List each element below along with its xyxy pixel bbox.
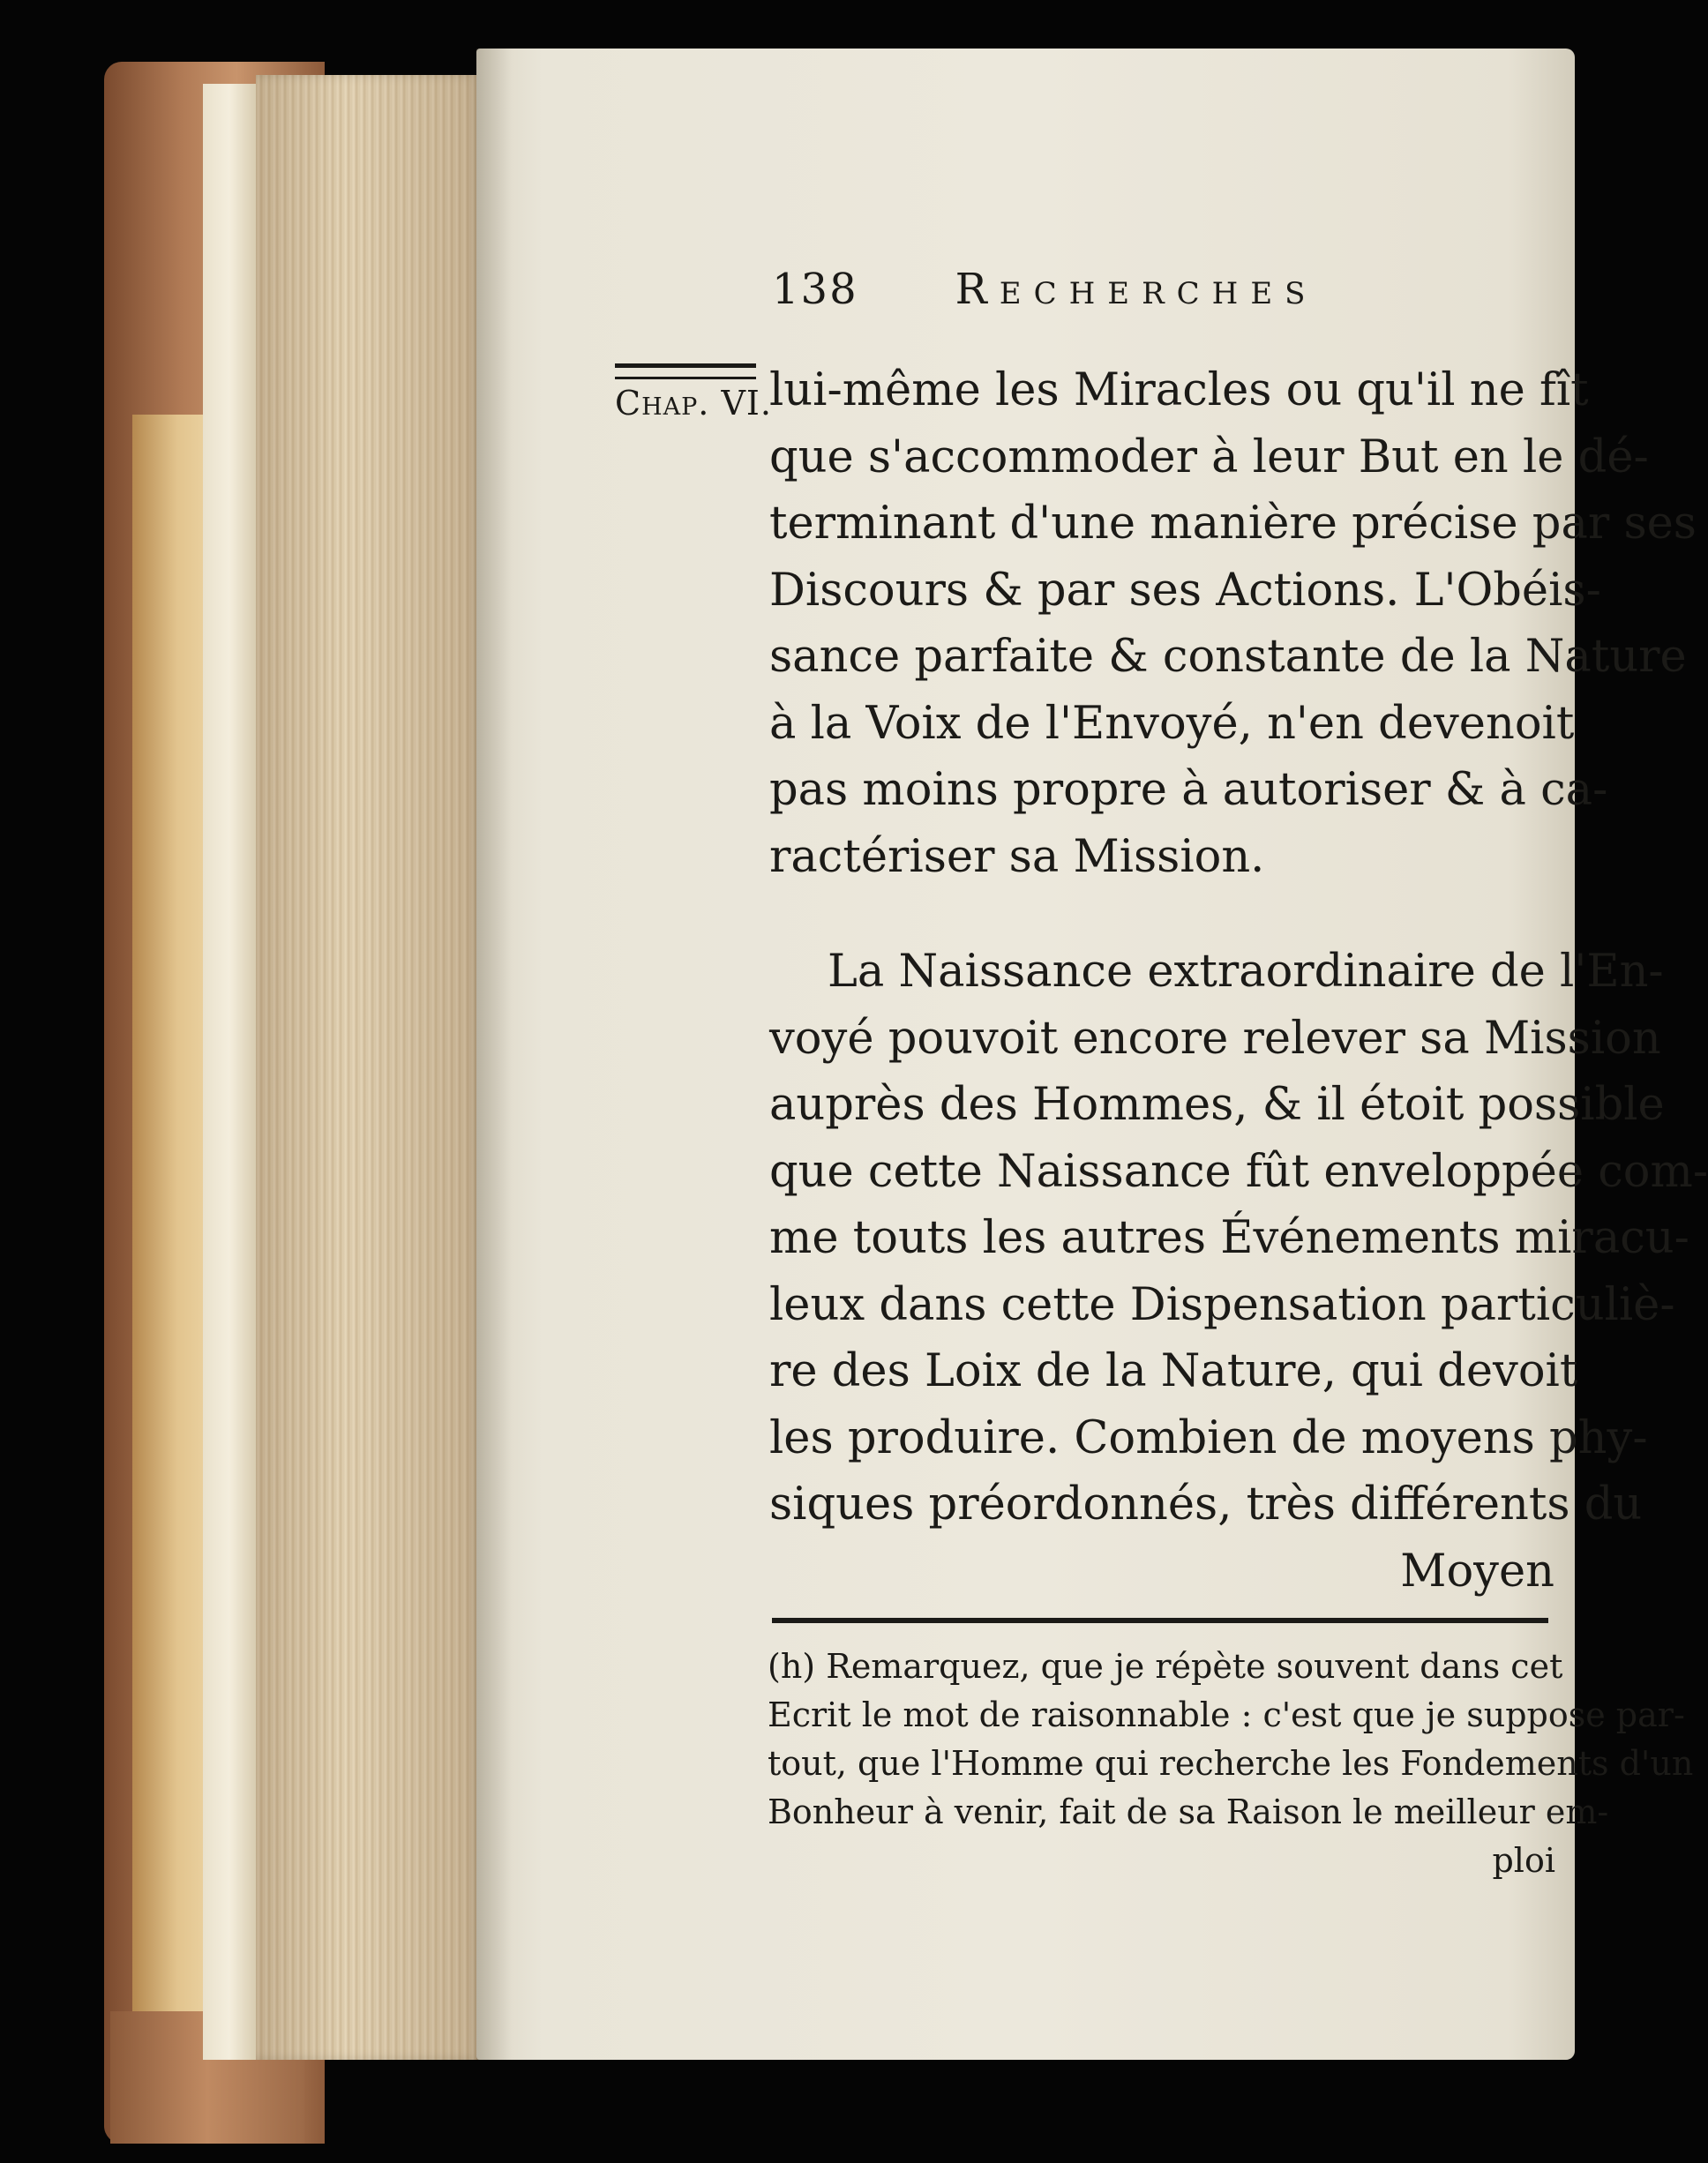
body-text (769, 357, 1708, 1605)
page-number: 138 (772, 265, 858, 314)
body-line: sance parfaite & constante de la Nature (769, 631, 1687, 683)
footnote-line: Bonheur à venir, fait de sa Raison le meilleur em- (768, 1793, 1609, 1831)
body-line: que cette Naissance fût enveloppée com- (769, 1145, 1708, 1198)
endpaper-edge (203, 84, 256, 2060)
chapter-marker-rule (615, 363, 756, 379)
body-line: re des Loix de la Nature, qui devoit (769, 1345, 1578, 1397)
footnote-rule (772, 1618, 1548, 1623)
body-line: La Naissance extraordinaire de l'En- (828, 946, 1664, 998)
running-head (772, 265, 1394, 314)
body-line: auprès des Hommes, & il étoit possible (769, 1079, 1665, 1131)
body-line: siques préordonnés, très différents du (769, 1478, 1643, 1531)
body-line: terminant d'une manière précise par ses (769, 498, 1697, 550)
page-block-shade (256, 75, 481, 2060)
gutter-shadow (476, 49, 512, 2060)
body-line: que s'accommoder à leur But en le dé- (769, 430, 1649, 483)
catchword: Moyen (1400, 1545, 1554, 1598)
body-line: Discours & par ses Actions. L'Obéis- (769, 564, 1601, 617)
body-line: ractériser sa Mission. (769, 830, 1265, 883)
running-title: Recherches (955, 265, 1318, 314)
paragraph-gap (769, 890, 1554, 939)
footnote-catchword: ploi (1492, 1841, 1555, 1880)
body-line: les produire. Combien de moyens phy- (769, 1411, 1648, 1464)
body-line: lui-même les Miracles ou qu'il ne fît (769, 364, 1589, 416)
body-line: pas moins propre à autoriser & à ca- (769, 764, 1608, 816)
chapter-marker: Chap. VI. (615, 384, 772, 423)
body-line: à la Voix de l'Envoyé, n'en devenoit (769, 697, 1575, 750)
footnote-line: Ecrit le mot de raisonnable : c'est que je suppose par- (768, 1695, 1685, 1734)
body-line: leux dans cette Dispensation particuliè- (769, 1278, 1675, 1331)
footnote-line: tout, que l'Homme qui recherche les Fondements d'un (768, 1744, 1694, 1783)
body-line: me touts les autres Événements miracu- (769, 1212, 1689, 1264)
footnote (768, 1643, 1694, 1885)
body-line: voyé pouvoit encore relever sa Mission (769, 1012, 1661, 1065)
footnote-line: (h) Remarquez, que je répète souvent dans cet (768, 1647, 1563, 1686)
